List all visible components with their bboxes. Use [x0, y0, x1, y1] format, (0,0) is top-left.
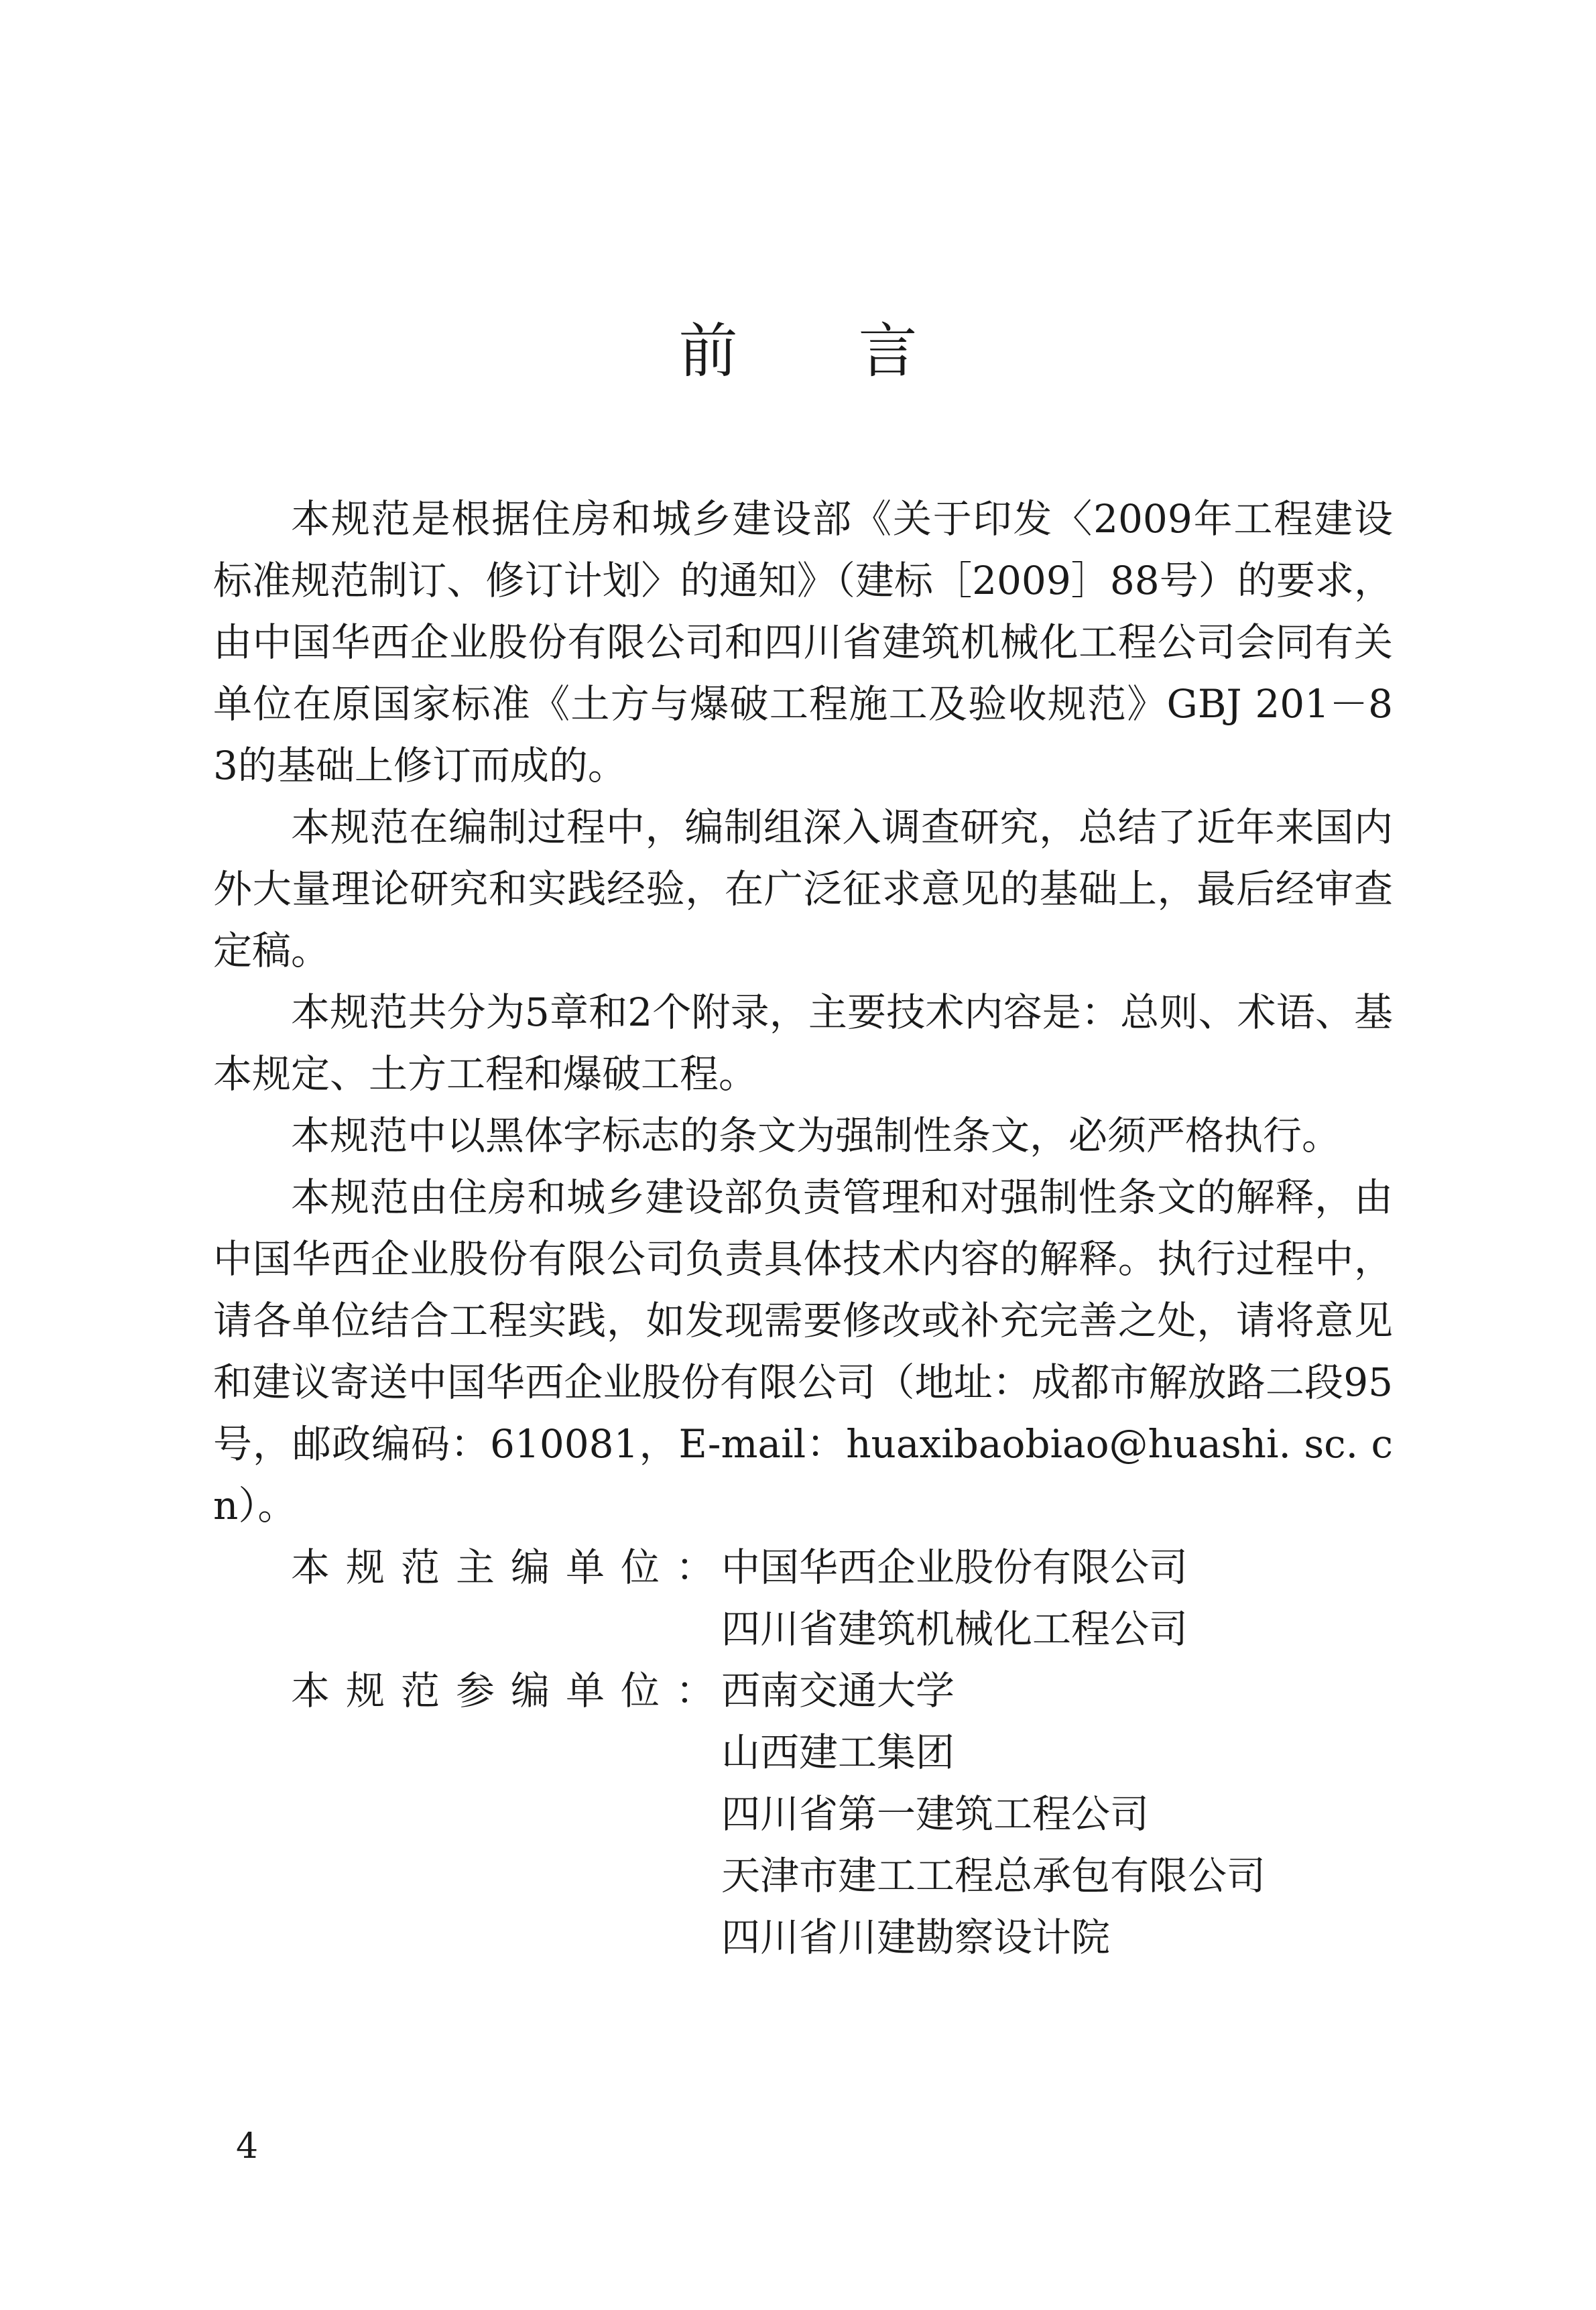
- chief-units-row: [213, 1536, 1393, 1660]
- participating-units-row: [213, 1660, 1393, 1968]
- participating-unit-name: 山西建工集团: [721, 1729, 955, 1775]
- page-number: 4: [236, 2126, 259, 2167]
- paragraph-origin: 本规范是根据住房和城乡建设部《关于印发〈2009年工程建设标准规范制订、修订计划〉的通知》（建标［2009］88号）的要求，由中国华西企业股份有限公司和四川省建筑机械化工程公司会同有关单位在原国家标准《土方与爆破工程施工及验收规范》GBJ 201－83的基础上修订而成的。: [213, 496, 1393, 788]
- paragraph-contents: 本规范共分为5章和2个附录，主要技术内容是：总则、术语、基本规定、土方工程和爆破工程。: [213, 989, 1393, 1097]
- chief-units-label: 本规范主编单位：: [291, 1544, 731, 1590]
- participating-unit-name: 天津市建工工程总承包有限公司: [721, 1853, 1266, 1898]
- participating-units-list: [721, 1660, 1266, 1968]
- paragraph-compilation: 本规范在编制过程中，编制组深入调查研究，总结了近年来国内外大量理论研究和实践经验，在广泛征求意见的基础上，最后经审查定稿。: [213, 804, 1393, 973]
- editing-units: [213, 1536, 1393, 1968]
- paragraph-mandatory: 本规范中以黑体字标志的条文为强制性条文，必须严格执行。: [291, 1113, 1341, 1158]
- participating-units-label: 本规范参编单位：: [291, 1668, 731, 1713]
- preface-body: [213, 488, 1393, 1968]
- chief-unit-name: 中国华西企业股份有限公司: [721, 1544, 1188, 1590]
- chief-unit-name: 四川省建筑机械化工程公司: [721, 1606, 1188, 1652]
- paragraph-management: 本规范由住房和城乡建设部负责管理和对强制性条文的解释，由中国华西企业股份有限公司负责具体技术内容的解释。执行过程中，请各单位结合工程实践，如发现需要修改或补充完善之处，请将意见和建议寄送中国华西企业股份有限公司（地址：成都市解放路二段95号，邮政编码：610081，E-mail：huaxibaobiao@huashi. sc. cn）。: [213, 1174, 1393, 1528]
- page-title: 前言: [678, 316, 1038, 385]
- participating-unit-name: 四川省川建勘察设计院: [721, 1914, 1111, 1960]
- chief-units-list: [721, 1536, 1188, 1660]
- participating-unit-name: 四川省第一建筑工程公司: [721, 1791, 1150, 1837]
- participating-unit-name: 西南交通大学: [721, 1668, 955, 1713]
